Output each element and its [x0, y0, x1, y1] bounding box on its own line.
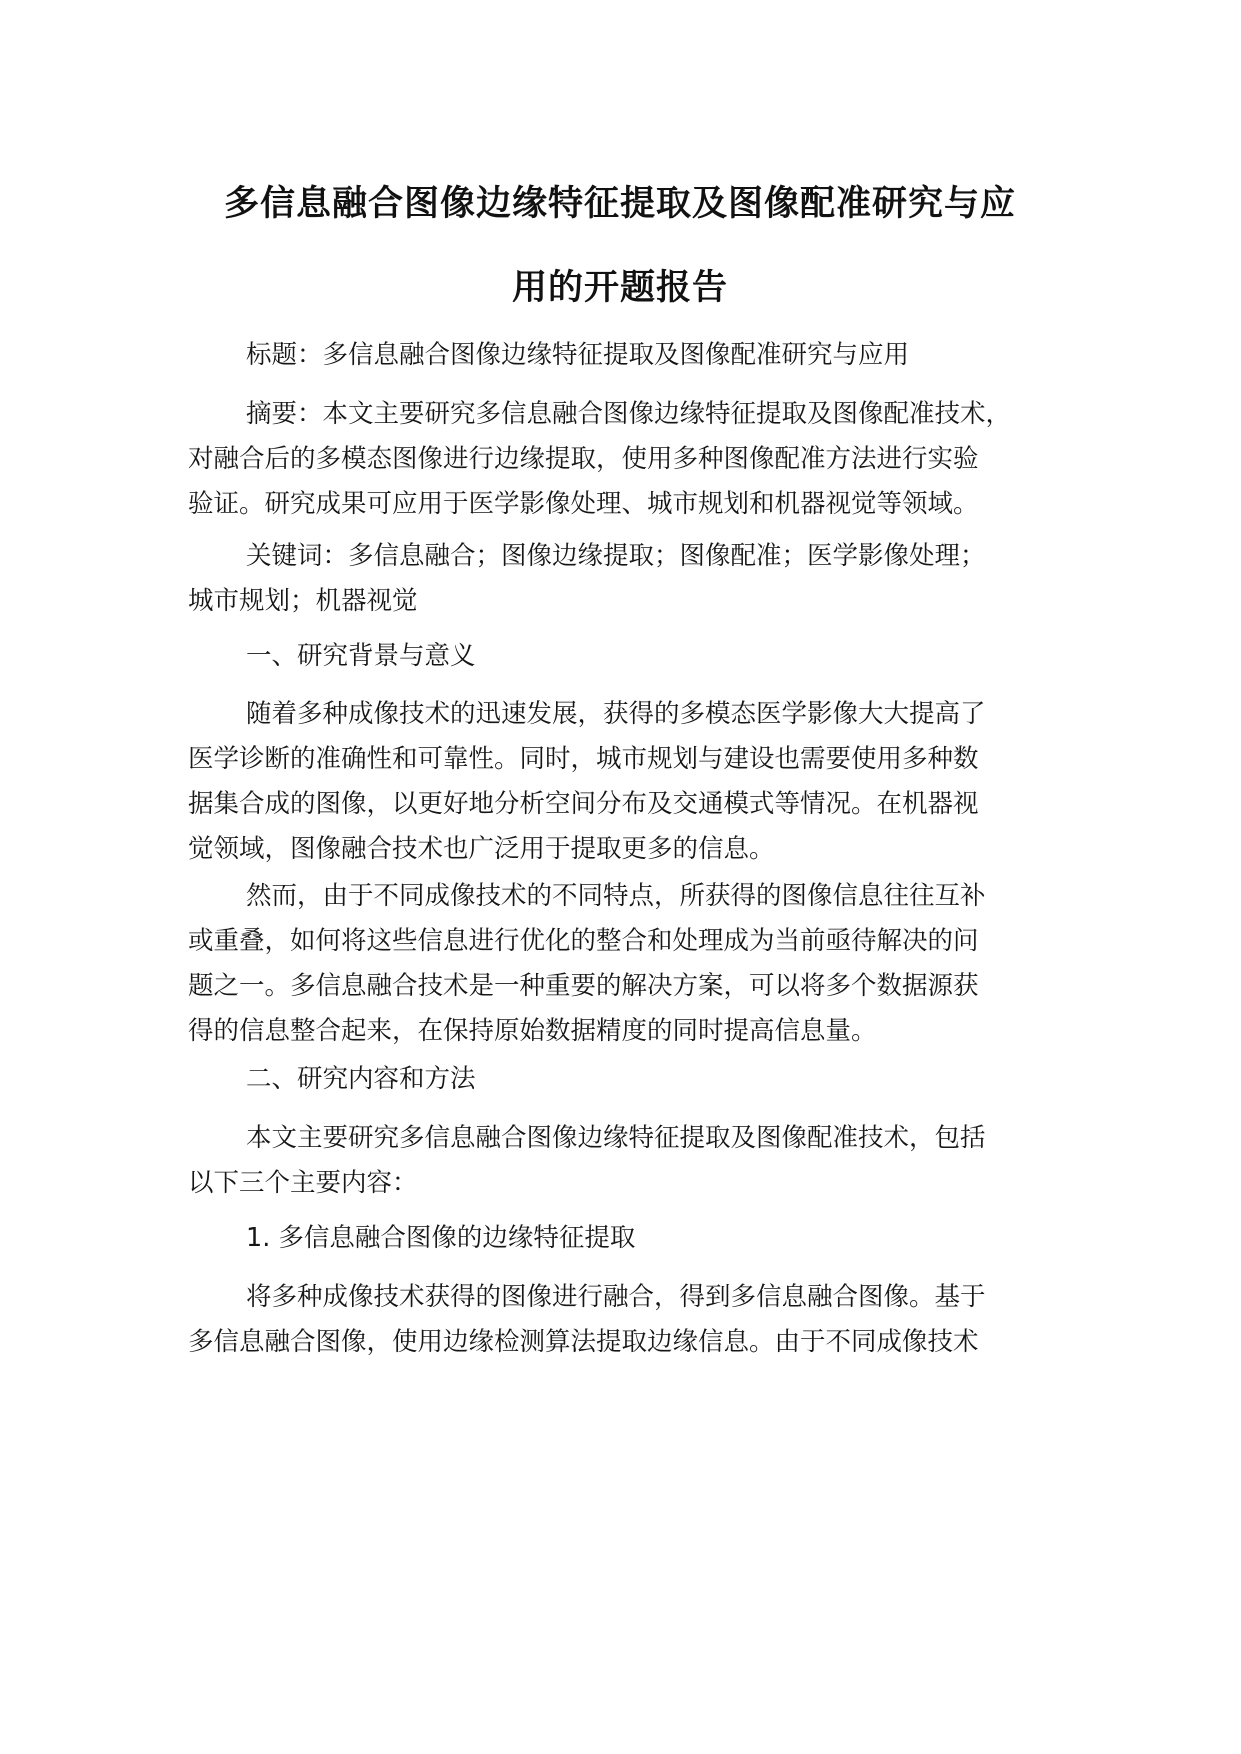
heading-line [188, 333, 1141, 378]
keywords-paragraph [188, 534, 1083, 624]
paragraph-line: 得的信息整合起来，在保持原始数据精度的同时提高信息量。 [188, 1016, 877, 1046]
paragraph-line: 以下三个主要内容： [188, 1168, 418, 1198]
abstract-line: 验证。研究成果可应用于医学影像处理、城市规划和机器视觉等领域。 [188, 489, 979, 519]
abstract-paragraph [188, 392, 1083, 527]
document-title-line-1: 多信息融合图像边缘特征提取及图像配准研究与应 [223, 184, 1016, 224]
section1-paragraph-2 [188, 874, 1083, 1054]
section1-heading [188, 634, 1141, 679]
heading-line-text: 标题：多信息融合图像边缘特征提取及图像配准研究与应用 [246, 340, 910, 370]
section2-heading-text: 二、研究内容和方法 [246, 1064, 476, 1094]
keywords-line: 关键词：多信息融合；图像边缘提取；图像配准；医学影像处理； [246, 541, 986, 571]
paragraph-line: 将多种成像技术获得的图像进行融合，得到多信息融合图像。基于 [246, 1282, 986, 1312]
item1-heading [188, 1216, 1141, 1261]
item1-paragraph [188, 1275, 1083, 1365]
paragraph-line: 觉领域，图像融合技术也广泛用于提取更多的信息。 [188, 834, 775, 864]
document-title-line-2: 用的开题报告 [511, 268, 728, 308]
paragraph-line: 据集合成的图像，以更好地分析空间分布及交通模式等情况。在机器视 [188, 789, 979, 819]
abstract-line: 对融合后的多模态图像进行边缘提取，使用多种图像配准方法进行实验 [188, 444, 979, 474]
paragraph-line: 然而，由于不同成像技术的不同特点，所获得的图像信息往往互补 [246, 881, 986, 911]
paragraph-line: 随着多种成像技术的迅速发展，获得的多模态医学影像大大提高了 [246, 699, 986, 729]
paragraph-line: 或重叠，如何将这些信息进行优化的整合和处理成为当前亟待解决的问 [188, 926, 979, 956]
abstract-line: 摘要：本文主要研究多信息融合图像边缘特征提取及图像配准技术， [246, 399, 1012, 429]
paragraph-line: 本文主要研究多信息融合图像边缘特征提取及图像配准技术，包括 [246, 1123, 986, 1153]
paragraph-line: 医学诊断的准确性和可靠性。同时，城市规划与建设也需要使用多种数 [188, 744, 979, 774]
keywords-line: 城市规划；机器视觉 [188, 586, 418, 616]
item1-heading-text: 1. 多信息融合图像的边缘特征提取 [246, 1223, 636, 1253]
section1-heading-text: 一、研究背景与意义 [246, 641, 476, 671]
section1-paragraph-1 [188, 692, 1083, 872]
section2-heading [188, 1057, 1141, 1102]
paragraph-line: 多信息融合图像，使用边缘检测算法提取边缘信息。由于不同成像技术 [188, 1327, 979, 1357]
paragraph-line: 题之一。多信息融合技术是一种重要的解决方案，可以将多个数据源获 [188, 971, 979, 1001]
section2-intro-paragraph [188, 1116, 1083, 1206]
